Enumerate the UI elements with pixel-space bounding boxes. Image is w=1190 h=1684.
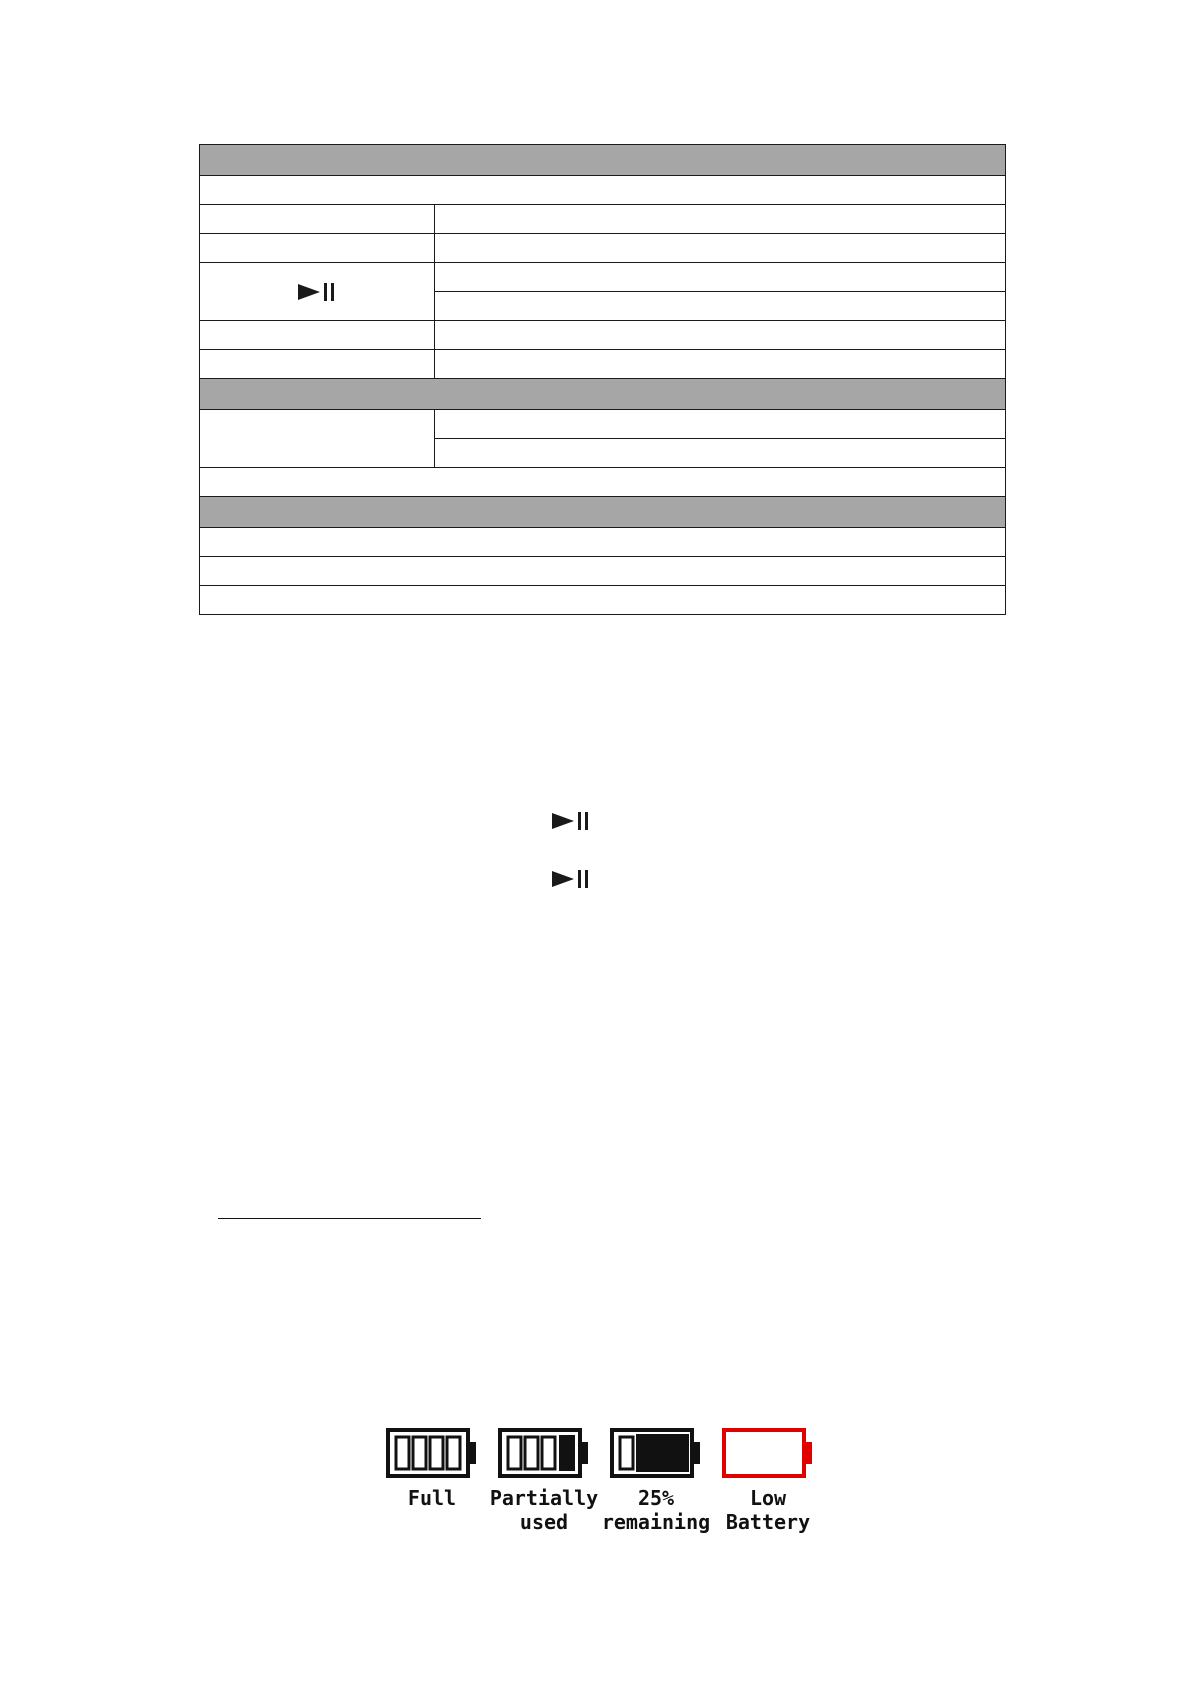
table-cell: [200, 350, 435, 379]
table-row: [200, 263, 1006, 292]
table-cell-icon: [200, 263, 435, 321]
play-pause-icon: [552, 811, 590, 836]
table-cell: [435, 350, 1006, 379]
table-cell: [435, 234, 1006, 263]
table-band: [200, 379, 1006, 410]
play-pause-icon: [552, 869, 590, 894]
table-cell: [435, 410, 1006, 439]
table-row: [200, 350, 1006, 379]
table-cell: [435, 292, 1006, 321]
table-row: [200, 234, 1006, 263]
table-row: [200, 528, 1006, 557]
footnote-separator: [218, 1218, 481, 1219]
table-cell: [435, 321, 1006, 350]
table-row: [200, 410, 1006, 439]
table-cell: [200, 557, 1006, 586]
spec-table: [199, 144, 1006, 615]
battery-low-icon: [722, 1428, 814, 1480]
table-cell: [200, 528, 1006, 557]
table-band-row: [200, 145, 1006, 176]
table-row: [200, 205, 1006, 234]
table-cell: [435, 205, 1006, 234]
table-row: [200, 468, 1006, 497]
table-row: [200, 321, 1006, 350]
table-cell: [200, 468, 1006, 497]
battery-label-25: 25% remaining: [601, 1486, 711, 1534]
table-cell: [200, 410, 435, 468]
table-band: [200, 145, 1006, 176]
table-cell: [200, 205, 435, 234]
battery-legend: [380, 1428, 820, 1548]
battery-partial-icon: [498, 1428, 590, 1480]
battery-full-icon: [386, 1428, 478, 1480]
battery-label-partial: Partially used: [489, 1486, 599, 1534]
table-cell: [200, 586, 1006, 615]
table-row: [200, 586, 1006, 615]
table-band-row: [200, 379, 1006, 410]
table-row: [200, 176, 1006, 205]
battery-25-icon: [610, 1428, 702, 1480]
table-row: [200, 557, 1006, 586]
table-cell: [435, 263, 1006, 292]
table-cell: [200, 176, 1006, 205]
battery-label-low: Low Battery: [725, 1486, 811, 1534]
table-cell: [200, 321, 435, 350]
table-band-row: [200, 497, 1006, 528]
table-band: [200, 497, 1006, 528]
table-cell: [200, 234, 435, 263]
table-cell: [435, 439, 1006, 468]
battery-label-full: Full: [407, 1486, 457, 1510]
play-pause-icon: [298, 282, 336, 302]
